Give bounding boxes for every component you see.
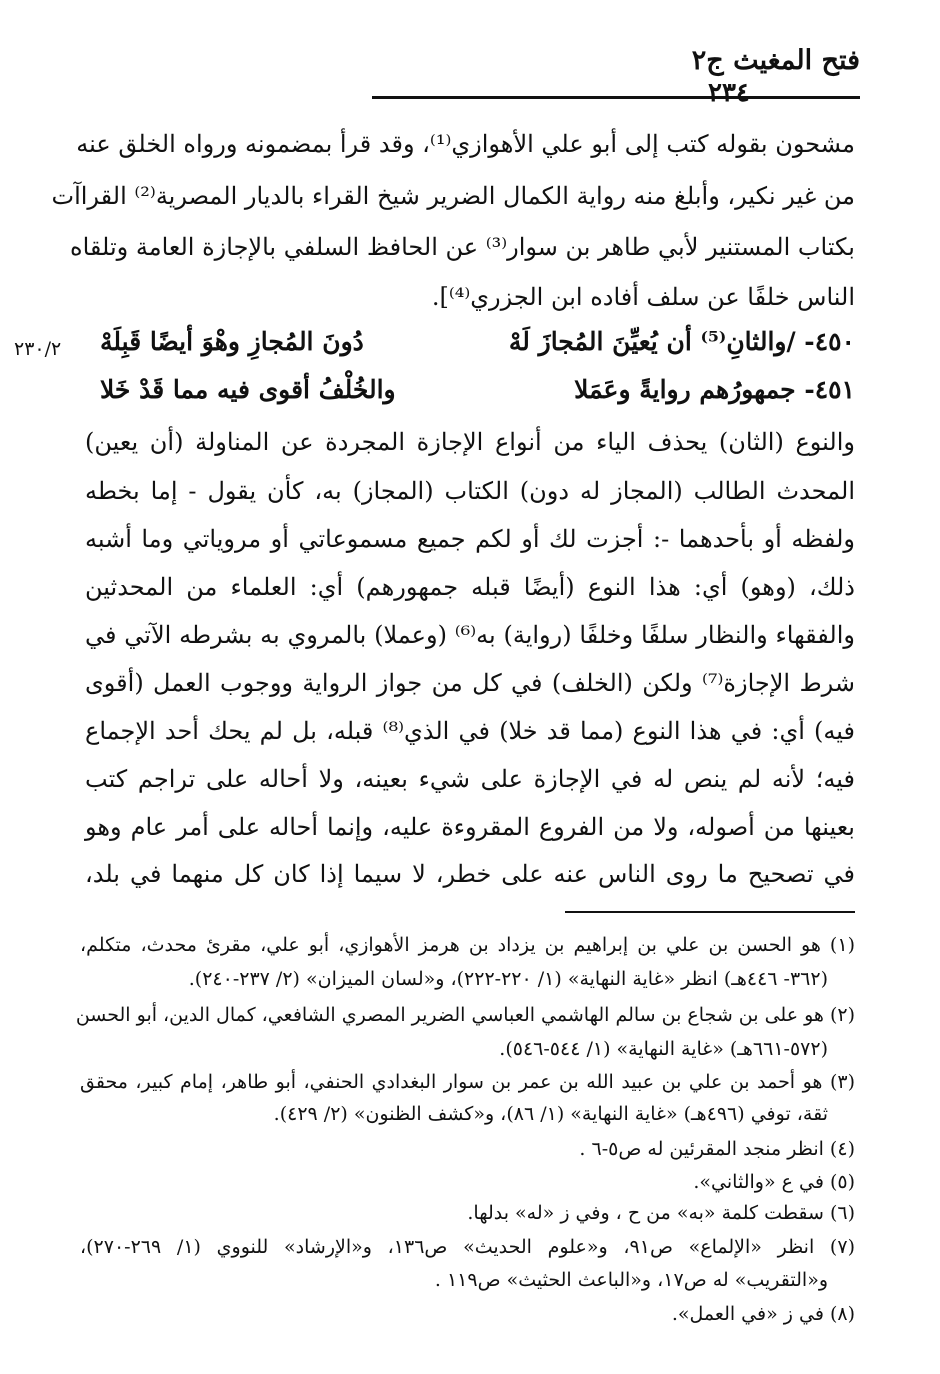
footnote-line: (٥٧٢-٦٦١هـ) «غاية النهاية» (١/ ٥٤٤-٥٤٦). [499, 1038, 828, 1060]
margin-reference: ٢٣٠/٢ [14, 338, 62, 360]
header-rule [795, 96, 855, 99]
footnote-line: (٨) في ز «في العمل». [671, 1303, 855, 1325]
footnote-line: (٣٦٢- ٤٤٦هـ) انظر «غاية النهاية» (١/ ٢٢٠-٢٢٢)، و«لسان الميزان» (٢/ ٢٣٧-٢٤٠). [188, 968, 828, 990]
footnote-line: (٣) هو أحمد بن علي بن عبيد الله بن عمر بن سوار البغدادي الحنفي، أبو طاهر، إمام كبير، محقق [80, 1071, 855, 1093]
footnote-line: (٧) انظر «الإلماع» ص٩١، و«علوم الحديث» ص١٣٦، و«الإرشاد» للنووي (١/ ٢٦٩-٢٧٠)، [80, 1236, 855, 1258]
body-line: والنوع (الثان) يحذف الياء من أنواع الإجازة المجردة عن المناولة (أن يعين) [85, 428, 855, 456]
verse-first-hemistich: ٤٥٠- /والثانِ⁽⁵⁾ أن يُعيِّنَ المُجازَ لَهْ [508, 327, 855, 356]
verse-first-hemistich: ٤٥١- جمهورُهم روايةً وعَمَلا [574, 375, 855, 404]
book-title: فتح المغيث ج٢ [691, 45, 860, 76]
body-line: شرط الإجازة⁽⁷⁾ ولكن (الخلف) في كل من جواز الرواية ووجوب العمل (أقوى [85, 669, 855, 697]
body-line: فيه؛ لأنه لم ينص له في الإجازة على شيء بعينه، ولا أحاله على تراجم كتب [85, 765, 855, 793]
body-line: مشحون بقوله كتب إلى أبو علي الأهوازي⁽¹⁾، وقد قرأ بمضمونه ورواه الخلق عنه [76, 130, 855, 158]
footnote-line: (١) هو الحسن بن علي بن إبراهيم بن يزداد بن هرمز الأهوازي، أبو علي، مقرئ محدث، متكلم، [80, 934, 855, 956]
body-line: الناس خلفًا عن سلف أفاده ابن الجزري⁽⁴⁾]. [431, 283, 855, 311]
body-line: ولفظه أو بأحدهما -: أجزت لك أو لكم جميع مسموعاتي أو مروياتي وما أشبه [85, 525, 855, 553]
footnote-line: (٥) في ع «والثاني». [693, 1171, 855, 1193]
body-line: بكتاب المستنير لأبي طاهر بن سوار⁽³⁾ عن الحافظ السلفي بالإجازة العامة وتلقاه [70, 233, 855, 261]
body-line: من غير نكير، وأبلغ منه رواية الكمال الضرير شيخ القراء بالديار المصرية⁽²⁾ القراآت [51, 182, 855, 210]
verse-line [100, 327, 855, 361]
footnote-line: ثقة، توفي (٤٩٦هـ) «غاية النهاية» (١/ ٨٦)، و«كشف الظنون» (٢/ ٤٢٩). [273, 1103, 828, 1125]
header-rule [372, 96, 860, 99]
body-line: ذلك، (وهو) أي: هذا النوع (أيضًا قبله جمهورهم) أي: العلماء من المحدثين [85, 573, 855, 601]
body-line: والفقهاء والنظار سلفًا وخلفًا (رواية) به⁽⁶⁾ (وعملا) بالمروي به بشرطه الآتي في [85, 621, 855, 649]
footnote-line: (٤) انظر منجد المقرئين له ص٥-٦ . [579, 1138, 855, 1160]
footnote-separator [565, 911, 855, 913]
body-line: المحدث الطالب (المجاز له دون) الكتاب (المجاز) به، كأن يقول - إما بخطه [85, 477, 855, 505]
verse-second-hemistich: دُونَ المُجازِ وهْوَ أيضًا قَبِلَهْ [100, 327, 364, 356]
body-line: فيه) أي: في هذا النوع (مما قد خلا) في الذي⁽⁸⁾ قبله، بل لم يحك أحد الإجماع [85, 717, 856, 745]
footnote-line: (٦) سقطت كلمة «به» من ح ، وفي ز «له» بدلها. [467, 1202, 855, 1224]
verse-second-hemistich: والخُلْفُ أقوى فيه مما قَدْ خَلا [100, 375, 396, 404]
body-line: بعينها من أصوله، ولا من الفروع المقروءة عليه، وإنما أحاله على أمر عام وهو [85, 813, 855, 841]
footnote-line: (٢) هو على بن شجاع بن سالم الهاشمي العباسي الضرير المصري الشافعي، كمال الدين، أبو الحسن [75, 1004, 855, 1026]
body-line: في تصحيح ما روى الناس عنه على خطر، لا سيما إذا كان كل منهما في بلد، [85, 860, 855, 888]
footnote-line: و«التقريب» له ص١٧، و«الباعث الحثيث» ص١١٩ . [434, 1269, 828, 1291]
page-number: ٢٣٤ [708, 78, 750, 108]
verse-line [100, 375, 855, 409]
